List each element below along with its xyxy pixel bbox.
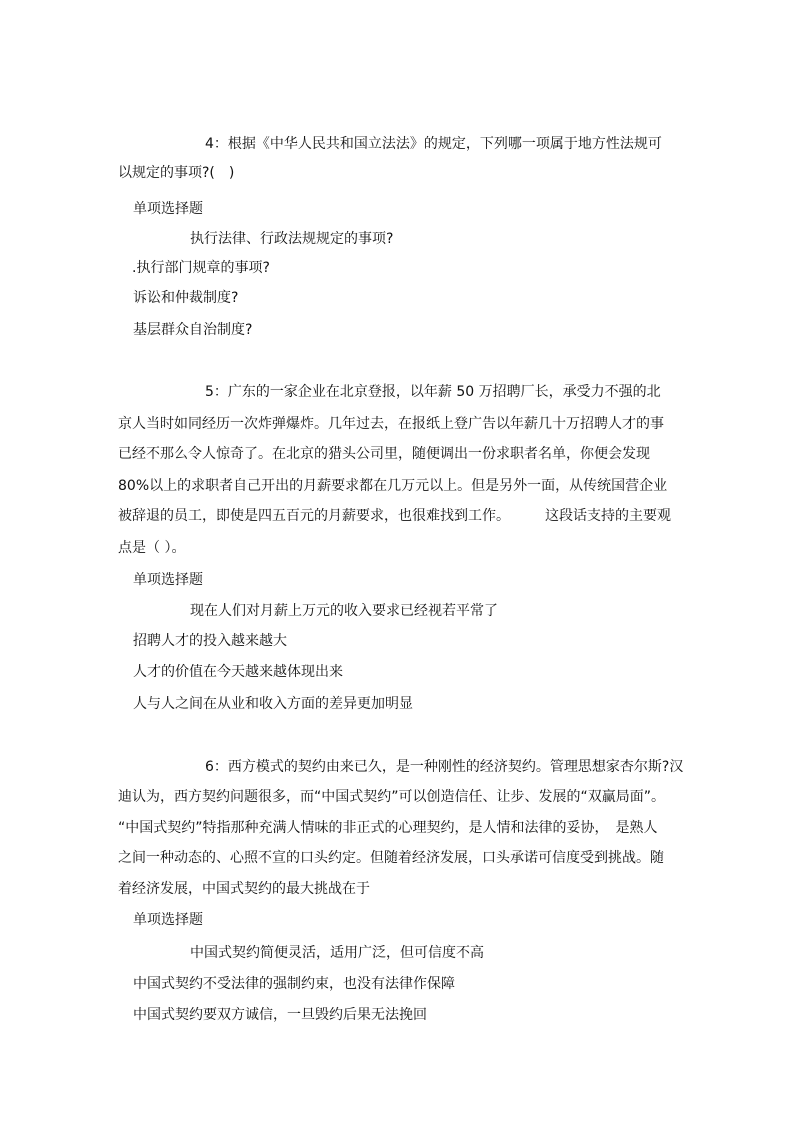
question-text: 5：广东的一家企业在北京登报，以年薪 50 万招聘厂长，承受力不强的北: [205, 384, 661, 400]
question-text: 已经不那么令人惊奇了。在北京的猎头公司里，随便调出一份求职者名单，你便会发现: [118, 446, 650, 462]
question-text: 被辞退的员工，即使是四五百元的月薪要求，也很难找到工作。 这段话支持的主要观: [118, 508, 671, 524]
question-type: 单项选择题: [133, 201, 203, 217]
question-text: 点是（ ）。: [118, 540, 186, 556]
option: 诉讼和仲裁制度?: [133, 290, 239, 306]
option: 中国式契约要双方诚信，一旦毁约后果无法挽回: [133, 1007, 427, 1023]
question-text: 以规定的事项?( ): [118, 165, 235, 181]
option: 基层群众自治制度?: [133, 322, 253, 338]
option: 中国式契约不受法律的强制约束，也没有法律作保障: [133, 976, 455, 992]
option: 现在人们对月薪上万元的收入要求已经视若平常了: [190, 603, 498, 619]
question-text: 6：西方模式的契约由来已久，是一种刚性的经济契约。管理思想家杏尔斯?汉: [205, 759, 684, 775]
question-text: 着经济发展，中国式契约的最大挑战在于: [118, 881, 370, 897]
question-text: 迪认为，西方契约问题很多，而“中国式契约”可以创造信任、让步、发展的“双赢局面”。: [118, 789, 666, 805]
question-text: 80%以上的求职者自己开出的月薪要求都在几万元以上。但是另外一面，从传统国营企业: [118, 478, 668, 494]
question-type: 单项选择题: [133, 572, 203, 588]
option: 中国式契约简便灵活，适用广泛，但可信度不高: [190, 945, 484, 961]
option: 人才的价值在今天越来越体现出来: [133, 664, 343, 680]
question-text: 4：根据《中华人民共和国立法法》的规定，下列哪一项属于地方性法规可: [205, 136, 662, 152]
question-text: 京人当时如同经历一次炸弹爆炸。几年过去，在报纸上登广告以年薪几十万招聘人才的事: [118, 416, 664, 432]
question-type: 单项选择题: [133, 912, 203, 928]
option: 人与人之间在从业和收入方面的差异更加明显: [133, 696, 413, 712]
option: 执行法律、行政法规规定的事项?: [190, 231, 394, 247]
question-text: “中国式契约”特指那种充满人情味的非正式的心理契约，是人情和法律的妥协， 是熟人: [118, 820, 658, 836]
option: 招聘人才的投入越来越大: [133, 633, 287, 649]
question-text: 之间一种动态的、心照不宣的口头约定。但随着经济发展，口头承诺可信度受到挑战。随: [118, 850, 664, 866]
option: .执行部门规章的事项?: [132, 260, 270, 276]
